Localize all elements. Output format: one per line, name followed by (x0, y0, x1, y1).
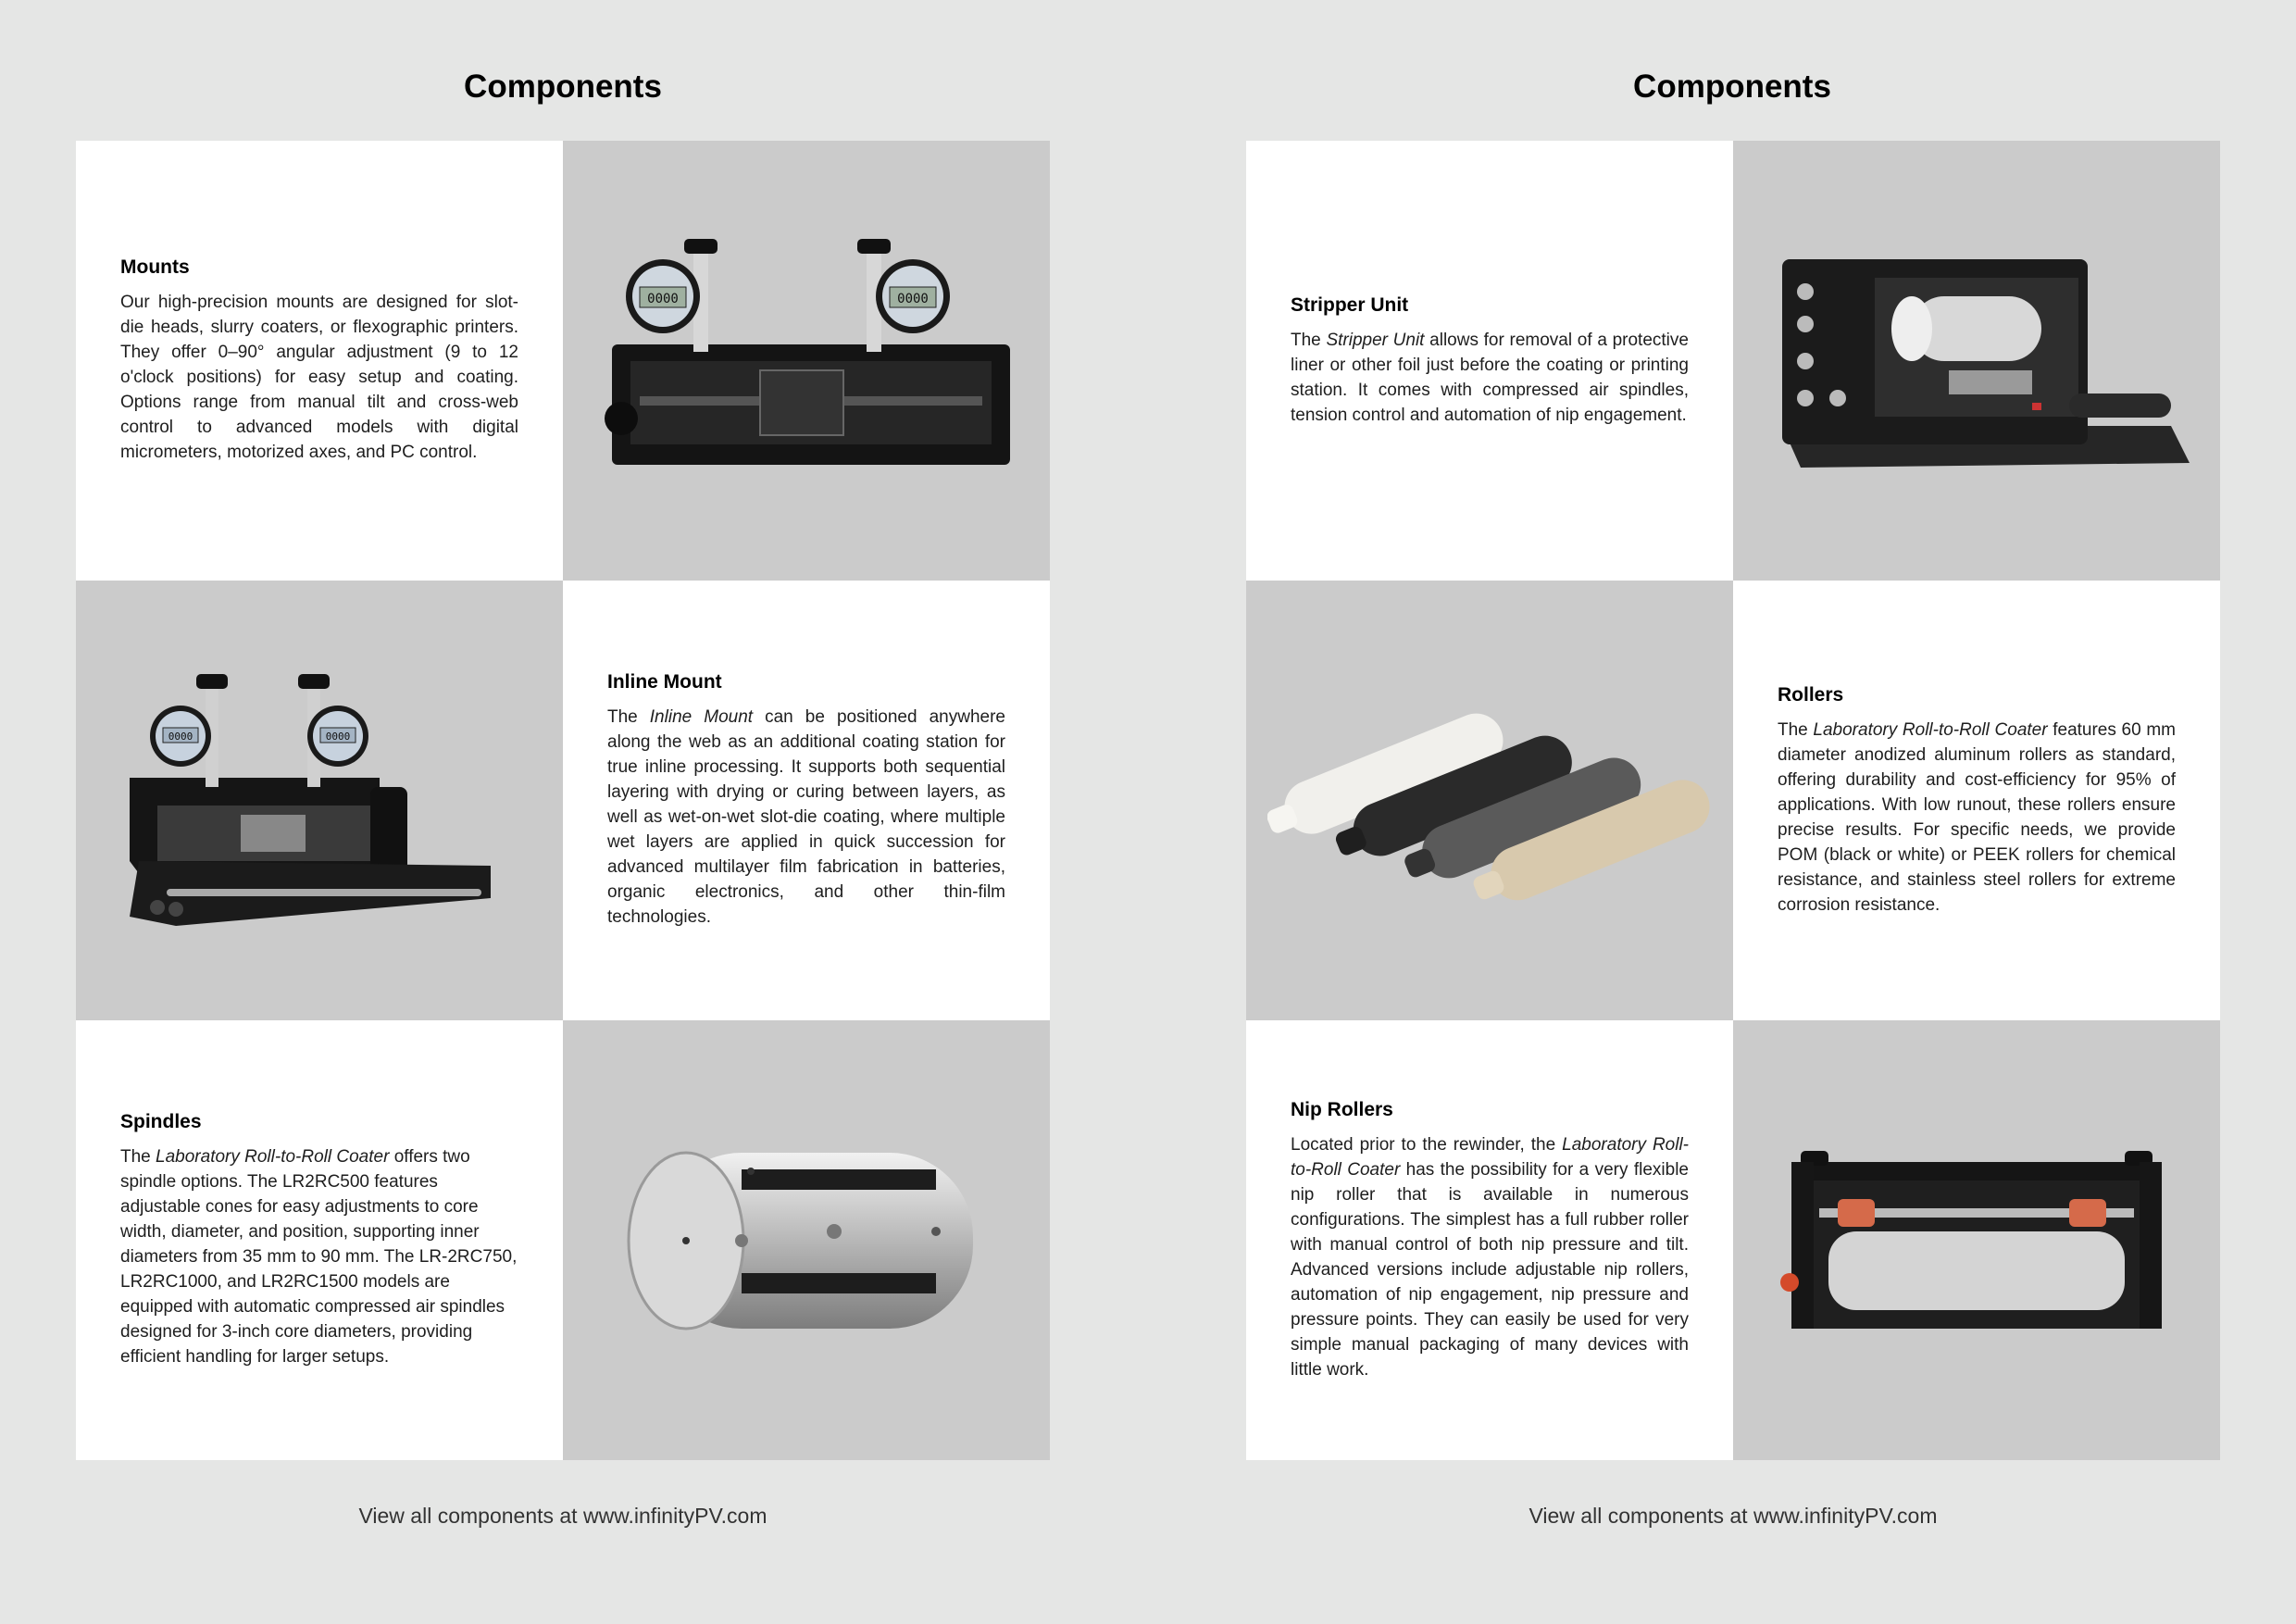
inline-mount-body-post: can be positioned anywhere along the web as an additional coating station for true inline processing. It supports both sequential layering with drying or curing between layers, as well as wet-on-wet slot-die coating, where multiple wet layers are applied in quick succession for advanced multilayer film fabrication in batteries, organic electronics, and other thin-film technologies. (607, 707, 1005, 927)
spindles-heading: Spindles (120, 1111, 202, 1132)
components-grid (76, 141, 1050, 1460)
gauge-readout-right: 0000 (897, 291, 929, 306)
stripper-unit-description (1291, 328, 1689, 428)
footer-link[interactable]: View all components at www.infinityPV.com (358, 1504, 767, 1528)
nip-rollers-image-panel (1733, 1020, 2220, 1460)
spindles-text-panel (76, 1020, 563, 1460)
inline-mount-image-panel (76, 581, 563, 1020)
nip-rollers-text-panel (1246, 1020, 1733, 1460)
nip-rollers-heading: Nip Rollers (1291, 1098, 1393, 1120)
spindles-image (603, 1134, 1010, 1347)
mounts-heading: Mounts (120, 256, 190, 278)
rollers-heading: Rollers (1778, 683, 1844, 706)
nip-body-pre: Located prior to the rewinder, the (1291, 1134, 1563, 1155)
inline-mount-image (102, 648, 537, 954)
stripper-body-pre: The (1291, 330, 1327, 350)
inline-mount-text-panel (563, 581, 1050, 1020)
inline-mount-heading: Inline Mount (607, 671, 722, 693)
rollers-body-post: features 60 mm diameter anodized aluminum rollers as standard, offering durability and cost-efficiency for 95% of applications. With low runout, these rollers ensure precise results. For specific needs, we provide POM (black or white) or PEEK rollers for chemical resistance, and stainless steel rollers for extreme corrosion resistance. (1778, 719, 2176, 915)
gauge-readout-left: 0000 (647, 291, 679, 306)
nip-rollers-image (1773, 1143, 2180, 1338)
mounts-text-panel (76, 141, 563, 581)
spindles-description (120, 1144, 518, 1369)
inline-mount-body-pre: The (607, 707, 650, 727)
components-grid (1246, 141, 2220, 1460)
stripper-body-em: Stripper Unit (1326, 330, 1425, 350)
inline-mount-body-em: Inline Mount (649, 707, 754, 727)
inline-mount-description (607, 705, 1005, 930)
stripper-unit-heading: Stripper Unit (1291, 294, 1409, 316)
rollers-description (1778, 718, 2176, 918)
gauge-readout-inline-left: 0000 (168, 730, 193, 743)
spindles-body-pre: The (120, 1147, 156, 1167)
nip-body-post: has the possibility for a very flexible nip roller that is available in numerous configurations. The simplest has a full rubber roller with manual control of both nip pressure and tilt. Advanced versions include adjustable nip rollers, automation of nip engagement, nip pressure and pressure points. They can easily be used for very simple manual packaging of many devices with little work. (1291, 1159, 1689, 1380)
page-title: Components (464, 69, 662, 105)
rollers-body-em: Laboratory Roll-to-Roll Coater (1813, 719, 2048, 740)
mounts-image-panel (563, 141, 1050, 581)
stripper-unit-image-panel (1733, 141, 2220, 581)
page-title: Components (1633, 69, 1831, 105)
spindles-body-em: Laboratory Roll-to-Roll Coater (156, 1147, 390, 1167)
stripper-body-post: allows for removal of a protective liner or other foil just before the coating or printing station. It comes with compressed air spindles, tension control and automation of nip engagement. (1291, 330, 1689, 425)
right-page (1148, 0, 2296, 1624)
stripper-unit-image (1764, 241, 2190, 481)
stripper-unit-text-panel (1246, 141, 1733, 581)
nip-rollers-description (1291, 1132, 1689, 1382)
mounts-description: Our high-precision mounts are designed for slot-die heads, slurry coaters, or flexographic printers. They offer 0–90° angular adjustment (9 to 12 o'clock positions) for easy setup and coating. Options range from manual tilt and cross-web control to advanced models with digital micrometers, motorized axes, and PC control. (120, 293, 518, 462)
mounts-image (584, 222, 1029, 500)
gauge-readout-inline-right: 0000 (325, 730, 351, 743)
nip-body-em: Laboratory Roll-to-Roll Coater (1291, 1134, 1690, 1180)
rollers-body-pre: The (1778, 719, 1814, 740)
rollers-text-panel (1733, 581, 2220, 1020)
rollers-image (1267, 667, 1712, 935)
footer-link[interactable]: View all components at www.infinityPV.com (1529, 1504, 1938, 1528)
rollers-image-panel (1246, 581, 1733, 1020)
spindles-body-post: offers two spindle options. The LR2RC500 features adjustable cones for easy adjustments to core width, diameter, and position, supporting inner diameters from 35 mm to 90 mm. The LR-2RC750, LR2RC1000, and LR2RC1500 models are equipped with automatic compressed air spindles designed for 3-inch core diameters, providing efficient handling for larger setups. (120, 1147, 518, 1367)
spindles-image-panel (563, 1020, 1050, 1460)
